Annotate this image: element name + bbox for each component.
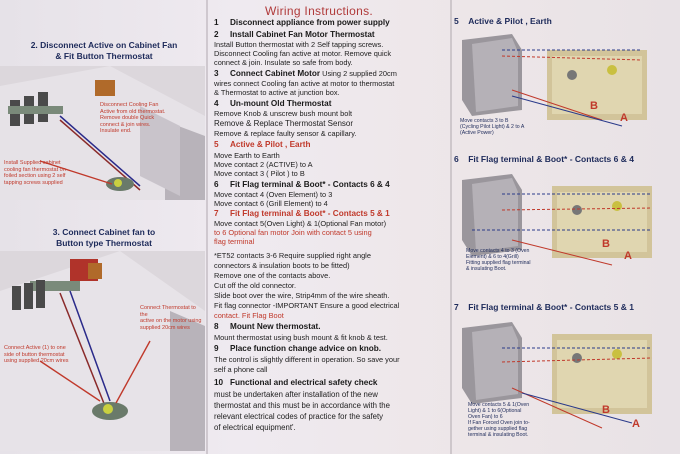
step-5-line: Move contact 3 ( Pilot ) to B [214, 169, 305, 178]
contact-label-a: A [632, 418, 640, 430]
panel-3-title-line-2: Button type Thermostat [56, 238, 152, 248]
step-title-suffix: Using 2 supplied 20cm [320, 69, 397, 78]
replace-sensor-line: Remove & replace faulty sensor & capillary. [214, 129, 357, 138]
step-5-heading [214, 140, 311, 150]
page-title: Wiring Instructions. [265, 4, 374, 18]
left-panel-2 [0, 0, 205, 205]
note-line: Fit flag connector -IMPORTANT Ensure a good electrical [214, 301, 400, 310]
note-line: & insulating Boot. [466, 266, 507, 272]
panel-2-title-line-2: & Fit Button Thermostat [55, 51, 153, 61]
step-number: 3 [214, 69, 219, 78]
step-3-heading [214, 69, 397, 79]
annotation-line: Connect Active (1) to one [4, 345, 66, 351]
step-10-line: thermostat and this must be in accordance with the [214, 401, 390, 410]
step-number: 2 [214, 30, 219, 39]
panel-number: 7 [454, 302, 459, 312]
note-line: gether using supplied flag [468, 426, 528, 432]
right-panel-7 [452, 298, 680, 454]
panel-3-title-line-1: 3. Connect Cabinet fan to [52, 227, 156, 237]
step-7-heading [214, 209, 390, 219]
panel-3-title [4, 227, 204, 249]
step-title: Functional and electrical safety check [230, 378, 378, 387]
step-title: Fit Flag terminal & Boot* - Contacts 6 & 4 [230, 180, 390, 189]
note-line: *ET52 contacts 3-6 Require supplied right angle [214, 251, 371, 260]
step-6-line: Move contact 4 (Oven Element) to 3 [214, 190, 333, 199]
panel-number: 5 [454, 16, 459, 26]
note-line: (Active Power) [460, 130, 494, 136]
contact-label-a: A [620, 112, 628, 124]
contact-label-b: B [602, 238, 610, 250]
annotation-line: Active from old thermostat. [100, 108, 166, 115]
step-title: Active & Pilot , Earth [230, 140, 311, 149]
annotation-line: Disconnect Cooling Fan [100, 102, 159, 108]
step-5-line: Move Earth to Earth [214, 151, 280, 160]
annotation-line: active on the motor using [140, 318, 202, 324]
step-title: Mount New thermostat. [230, 322, 321, 331]
step-10-line: of electrical equipment'. [214, 423, 296, 432]
note-line: (Cycling Pilot Light) & 2 to A [460, 124, 525, 130]
note-line: Move contacts 4 to 3 (Oven [466, 248, 530, 254]
annotation-line: cooling fan thermostat on [4, 166, 66, 173]
left-panel-3 [0, 205, 205, 454]
panel-6-title [454, 154, 634, 164]
fold-line-left [206, 0, 208, 454]
step-10-line: relevant electrical codes of practice for the safety [214, 412, 384, 421]
annotation-line: Remove double Quick [100, 115, 155, 121]
annotation-line: using supplied 20cm wires [4, 358, 69, 364]
panel-7-title [454, 302, 634, 312]
annotation-line: tapping screws supplied [4, 179, 63, 186]
step-3-line: & Thermostat to active at junction box. [214, 88, 340, 97]
note-line: Move contacts 5 & 1(Oven [468, 402, 530, 408]
step-2-line: Disconnect Cooling fan active at motor. Remove quick [214, 49, 392, 58]
note-line: Light) & 1 to 6(Optional [468, 408, 522, 414]
contact-label-a: A [624, 250, 632, 262]
annotation-line: Insulate end. [100, 128, 132, 134]
step-number: 6 [214, 180, 219, 189]
panel-6-note [466, 248, 531, 272]
right-panel-6 [452, 150, 680, 298]
step-7-line: flag terminal [214, 237, 255, 246]
step-title: Disconnect appliance from power supply [230, 18, 390, 27]
step-title: Place function change advice on knob. [230, 344, 382, 353]
right-panel-5 [452, 0, 680, 150]
note-line: If Fan Forced Oven join to- [468, 420, 530, 426]
step-title: Fit Flag terminal & Boot* - Contacts 5 & 1 [230, 209, 390, 218]
step-8-heading [214, 322, 321, 332]
step-number: 5 [214, 140, 219, 149]
step-title: Install Cabinet Fan Motor Thermostat [230, 30, 375, 39]
annotation-line: Install Supplied cabinet [4, 160, 61, 166]
step-9-line: self a phone call [214, 365, 268, 374]
note-line: Cut off the old connector. [214, 281, 297, 290]
step-2-line: Install Button thermostat with 2 Self tapping screws. [214, 40, 384, 49]
panel-number: 6 [454, 154, 459, 164]
step-9-line: The control is slightly different in operation. So save your [214, 355, 400, 364]
step-4-heading [214, 99, 331, 109]
panel-2-title-line-1: 2. Disconnect Active on Cabinet Fan [30, 40, 178, 50]
note-line: terminal & insulating Boot. [468, 432, 529, 438]
panel-2-annotation-1 [100, 102, 165, 135]
panel-title-text: Active & Pilot , Earth [468, 16, 552, 26]
step-8-line: Mount thermostat using bush mount & fit knob & test. [214, 333, 388, 342]
note-line: Slide boot over the wire, Strip4mm of the wire sheath. [214, 291, 390, 300]
note-line: connectors & insulation boots to be fitted) [214, 261, 350, 270]
step-10-heading [214, 378, 377, 388]
note-line: Fitting supplied flag terminal [466, 260, 531, 266]
step-2-line: connect & join. Insulate so safe from body. [214, 58, 353, 67]
annotation-line: side of button thermostat [4, 351, 65, 358]
panel-3-annotation-1 [140, 305, 205, 331]
step-4-line: Remove Knob & unscrew bush mount bolt [214, 109, 353, 118]
step-7-line: Move contact 5(Oven Light) & 1(Optional Fan motor) [214, 219, 387, 228]
panel-7-note [468, 402, 530, 438]
note-line: Element) & 6 to 4(Grill) [466, 254, 519, 260]
step-6-line: Move contact 6 (Grill Element) to 4 [214, 199, 328, 208]
note-line: Move contacts 3 to B [460, 118, 509, 124]
panel-5-title [454, 16, 552, 26]
step-2-heading [214, 30, 375, 40]
panel-title-text: Fit Flag terminal & Boot* - Contacts 5 & 1 [468, 302, 634, 312]
note-line: Remove one of the contacts above. [214, 271, 331, 280]
contact-label-b: B [602, 404, 610, 416]
note-line: Oven Fan) to 6 [468, 414, 503, 420]
annotation-line: connect & join wires. [100, 121, 151, 128]
step-title: Un-mount Old Thermostat [230, 99, 332, 108]
panel-3-annotation-2 [4, 345, 69, 365]
contact-label-b: B [590, 100, 598, 112]
panel-title-text: Fit Flag terminal & Boot* - Contacts 6 & 4 [468, 154, 634, 164]
step-9-heading [214, 344, 381, 354]
note-line: contact. Fit Flag Boot [214, 311, 284, 320]
step-number: 9 [214, 344, 219, 353]
step-3-line: wires connect Cooling fan active at motor to thermostat [214, 79, 395, 88]
wiring-instructions [210, 0, 450, 454]
annotation-line: Connect Thermostat to the [140, 305, 196, 318]
step-7-line: to 6 Optional fan motor Join with contact 5 using [214, 228, 372, 237]
annotation-line: foiled section using 2 self [4, 173, 66, 179]
step-5-line: Move contact 2 (ACTIVE) to A [214, 160, 313, 169]
step-number: 4 [214, 99, 219, 108]
step-10-line: must be undertaken after installation of the new [214, 390, 378, 399]
panel-5-note [460, 118, 524, 136]
annotation-line: supplied 20cm wires [140, 324, 190, 331]
step-number: 10 [214, 378, 224, 387]
step-1-heading [214, 18, 390, 28]
step-title: Connect Cabinet Motor [230, 69, 321, 78]
replace-sensor-heading: Remove & Replace Thermostat Sensor [214, 119, 354, 128]
step-number: 1 [214, 18, 219, 27]
step-6-heading [214, 180, 390, 190]
panel-2-annotation-2 [4, 160, 66, 186]
step-number: 7 [214, 209, 219, 218]
panel-2-title [4, 40, 204, 62]
step-number: 8 [214, 322, 219, 331]
